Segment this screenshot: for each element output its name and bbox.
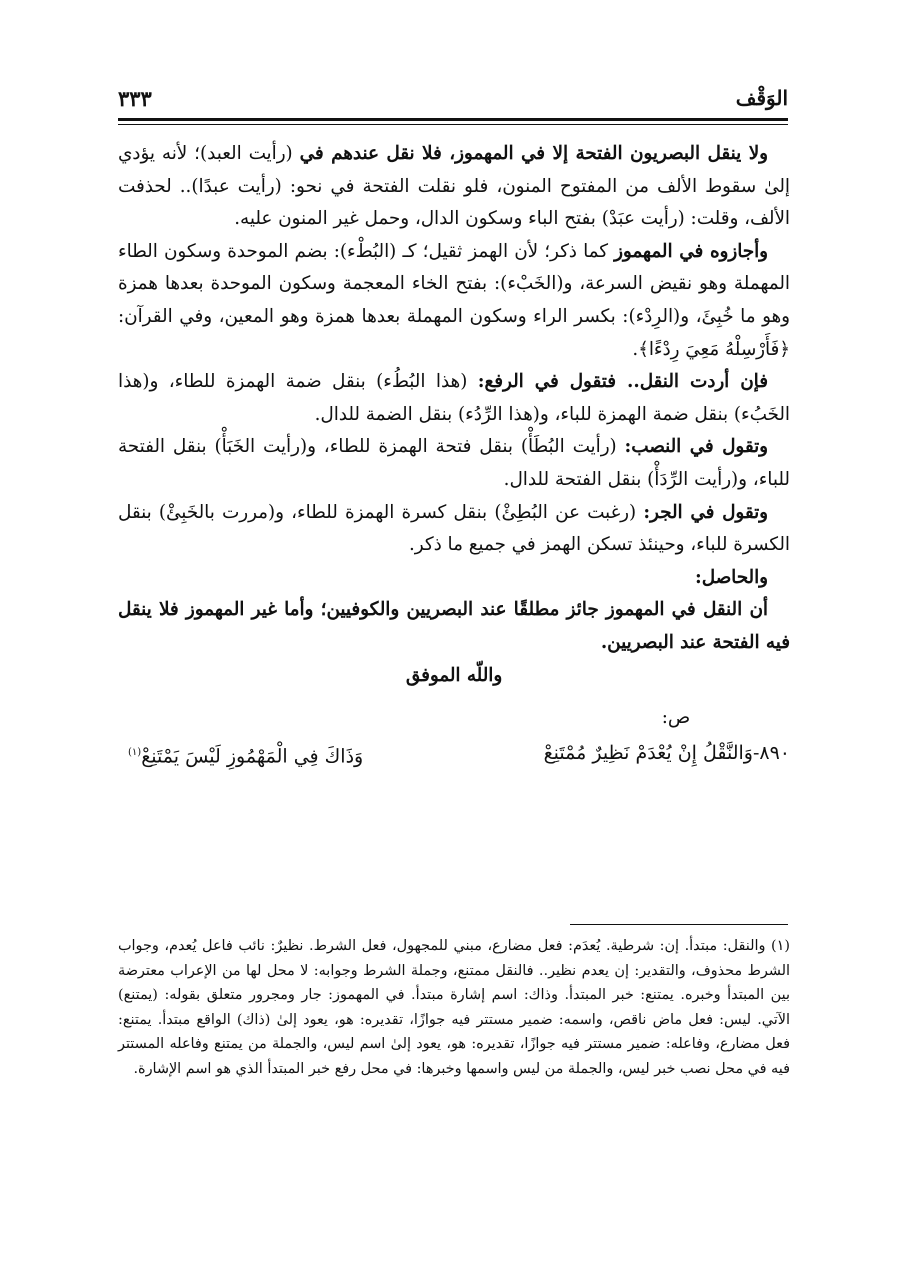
verse-second-text: وَذَاكَ فِي الْمَهْمُوزِ لَيْسَ يَمْتَنِعْ [141, 745, 364, 768]
footnote-text: والنقل: مبتدأ. إن: شرطية. يُعدَم: فعل مضارع، مبني للمجهول، فعل الشرط. نظيرٌ: نائب فاعل يُعدم، وجواب الشرط محذوف، والتقدير: إن يعدم نظير.. فالنقل ممتنع، وجملة الشرط وجوابه: لا محل لها من الإعراب معترضة بين المبتدأ وخبره. يمتنع: خبر المبتدأ. وذاك: اسم إشارة مبتدأ. في المهموز: جار ومجرور متعلق بقوله: (يمتنع) الآتي. ليس: فعل ماض ناقص، واسمه: ضمير مستتر فيه جوازًا، تقديره: هو، يعود إلىٰ (ذاك) الواقع مبتدأ. يمتنع: فعل مضارع، وفاعله: ضمير مستتر فيه جوازًا، تقديره: هو، يعود إلىٰ اسم ليس، والجملة من يمتنع وفاعله المستتر فيه في محل نصب خبر ليس، والجملة من ليس واسمها وخبرها: في محل رفع خبر المبتدأ الذي هو اسم الإشارة. [118, 938, 790, 1077]
page-header [118, 86, 788, 118]
verse-first-text: وَالنَّقْلُ إِنْ يُعْدَمْ نَظِيرٌ مُمْتَنِعْ [543, 741, 753, 764]
conclusion-text: أن النقل في المهموز جائز مطلقًا عند البصريين والكوفيين؛ وأما غير المهموز فلا ينقل فيه الفتحة عند البصريين. [118, 599, 790, 653]
paragraph-2 [118, 236, 790, 366]
footnote-paragraph [118, 934, 790, 1082]
header-rule-thin [118, 124, 788, 125]
closing-phrase: واللّه الموفق [405, 664, 503, 686]
paragraph-5-text: (رغبت عن البُطِئْ) بنقل كسرة الهمزة للطاء، و(مررت بالخَبِئْ) بنقل الكسرة للباء، وحينئذ تسكن الهمز في جميع ما ذكر. [118, 501, 790, 556]
paragraph-2-lead: وأجازوه في المهموز [614, 240, 768, 262]
header-rule-thick [118, 118, 788, 121]
paragraph-1-text: (رأيت العبد)؛ لأنه يؤدي إلىٰ سقوط الألف من المفتوح المنون، فلو نقلت الفتحة في نحو: (رأيت عبدًا).. لحذفت الألف، وقلت: (رأيت عبَدْ) بفتح الباء وسكون الدال، وحمل غير المنون عليه. [118, 143, 790, 230]
paragraph-4 [118, 431, 790, 496]
paragraph-1-lead: ولا ينقل البصريون الفتحة إلا في المهموز، فلا نقل عندهم في [299, 143, 768, 164]
paragraph-5 [118, 497, 790, 562]
paragraph-3 [118, 366, 790, 431]
footnote-mark: (١) [771, 938, 790, 954]
page-number: ٣٣٣ [118, 86, 152, 111]
paragraph-2-text: كما ذكر؛ لأن الهمز ثقيل؛ كـ (البُطْء): بضم الموحدة وسكون الطاء المهملة وهو نقيض السرعة، و(الخَبْء): بفتح الخاء المعجمة وسكون الموحدة بعدها همزة وهو ما خُبِئَ، و(الرِدْء): بكسر الراء وسكون المهملة بعدها همزة وهو المعين، وفي القرآن: ﴿فَأَرْسِلْهُ مَعِيَ رِدْءًا﴾. [118, 240, 790, 360]
verse-number: ٨٩٠- [752, 741, 790, 764]
verse-first-hemistich [544, 737, 790, 773]
main-text [118, 138, 790, 773]
paragraph-3-text: (هذا البُطُء) بنقل ضمة الهمزة للطاء، و(هذا الخَبُء) بنقل ضمة الهمزة للباء، و(هذا الرِّدُء) بنقل الضمة للدال. [118, 371, 790, 425]
verse-second-hemistich [118, 737, 363, 773]
verse-label: ص: [661, 707, 690, 729]
paragraph-4-text: (رأيت البُطَأْ) بنقل فتحة الهمزة للطاء، و(رأيت الخَبَأْ) بنقل الفتحة للباء، و(رأيت الرِّدَأْ) بنقل الفتحة للدال. [118, 436, 790, 490]
paragraph-3-lead: فإن أردت النقل.. فتقول في الرفع: [477, 371, 768, 393]
paragraph-4-lead: وتقول في النصب: [624, 436, 768, 458]
chapter-title: الوَقْف [735, 86, 788, 110]
footnote-separator [570, 924, 788, 925]
footnote [118, 934, 790, 1082]
paragraph-5-lead: وتقول في الجر: [643, 501, 768, 523]
verse-line [118, 737, 790, 773]
paragraph-1 [118, 138, 790, 236]
verse-footnote-mark: (١) [128, 746, 142, 758]
conclusion-label: والحاصل: [695, 566, 768, 588]
